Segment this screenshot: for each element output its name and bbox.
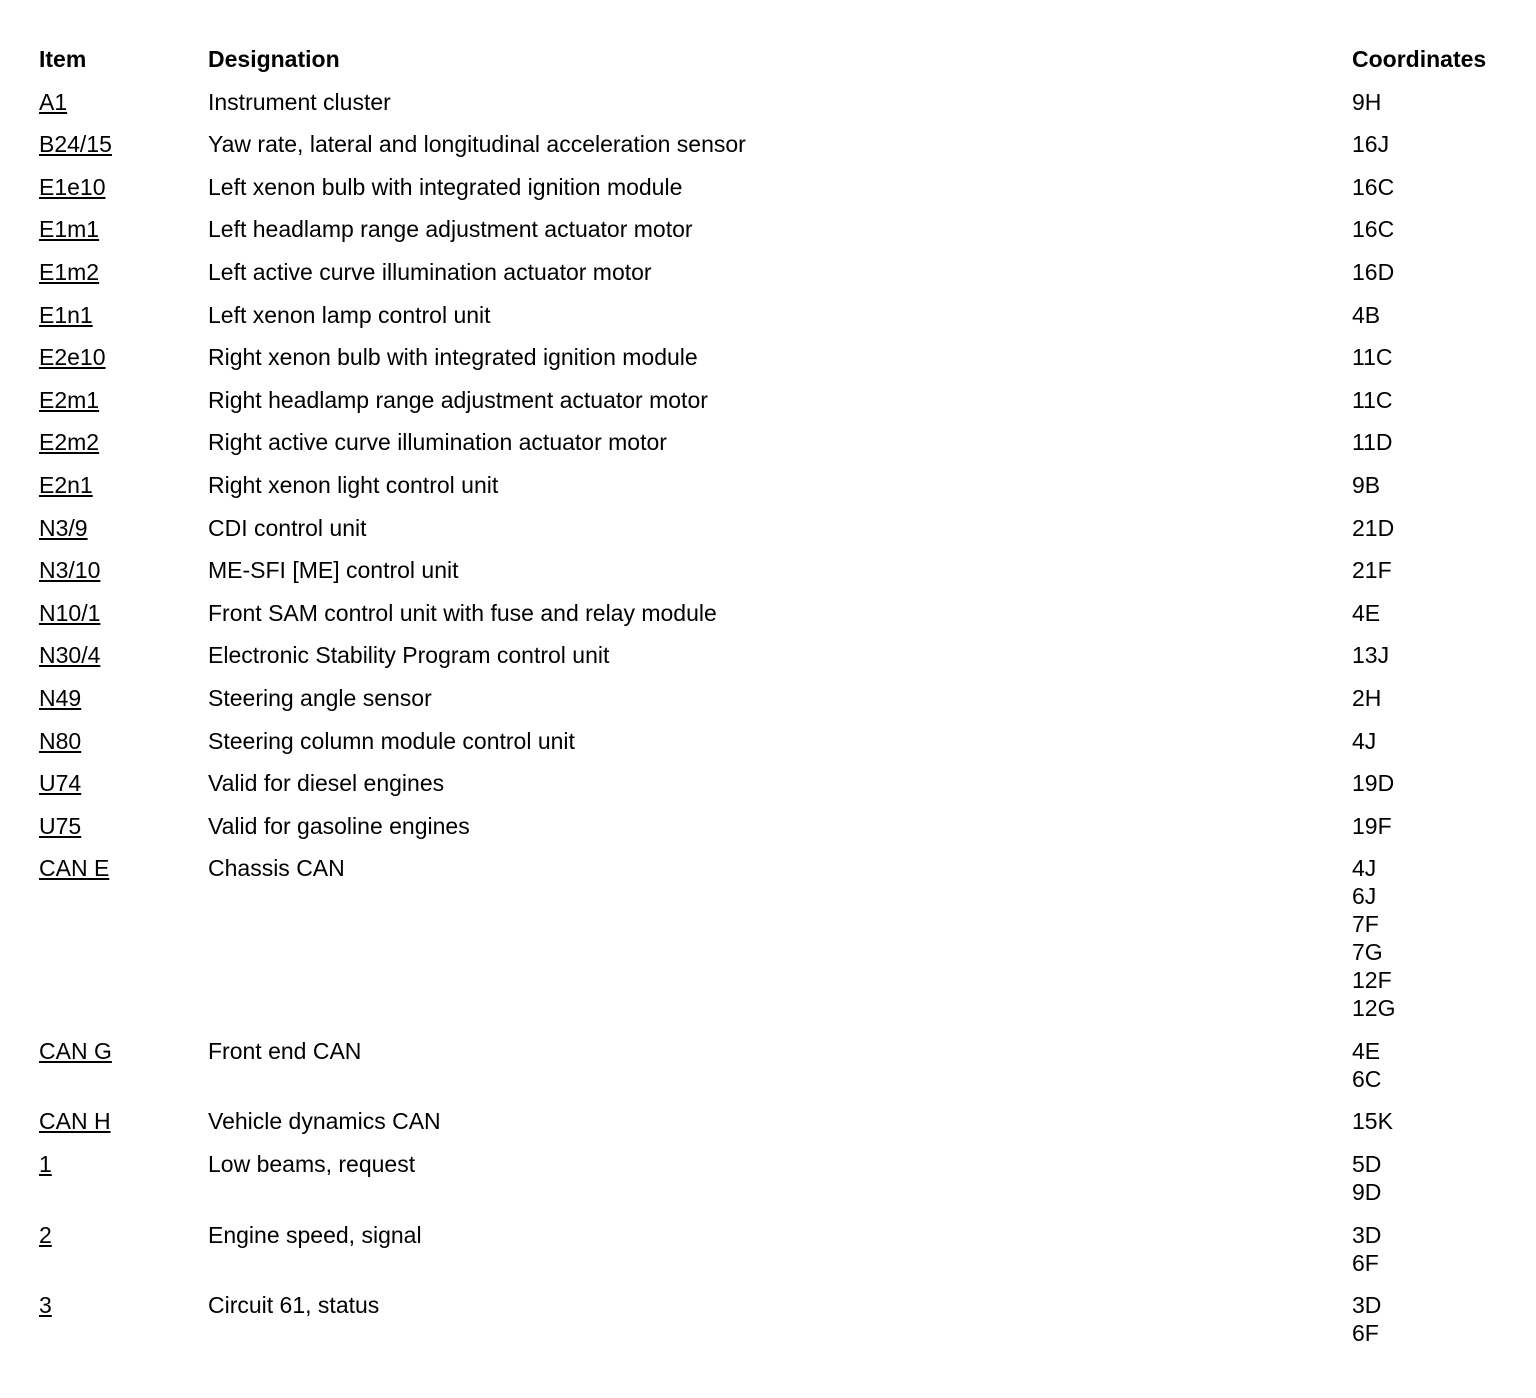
designation-cell: Chassis CAN: [208, 855, 345, 882]
item-cell: [39, 556, 208, 584]
coordinate: 15K: [1352, 1108, 1393, 1135]
item-link[interactable]: E1m1: [39, 216, 100, 243]
designation-cell: Front SAM control unit with fuse and relay module: [208, 599, 717, 626]
table-row: [39, 812, 1519, 855]
coordinate: 19F: [1352, 812, 1392, 839]
item-link[interactable]: CAN H: [39, 1108, 111, 1135]
item-link[interactable]: N3/10: [39, 557, 101, 584]
coordinate: 21F: [1352, 557, 1392, 584]
coordinate: 16C: [1352, 216, 1395, 243]
coordinate: 9B: [1352, 471, 1381, 498]
coordinate: 16D: [1352, 258, 1395, 285]
coordinate: 19D: [1352, 770, 1395, 797]
designation-cell: Left headlamp range adjustment actuator motor: [208, 216, 693, 243]
header-designation: Designation: [208, 46, 340, 72]
designation-cell: Circuit 61, status: [208, 1292, 380, 1319]
item-link[interactable]: U75: [39, 812, 82, 839]
item-cell: [39, 130, 208, 158]
designation-cell: Left active curve illumination actuator motor: [208, 258, 652, 285]
item-cell: [39, 599, 208, 627]
coordinate: 3D: [1352, 1221, 1382, 1248]
coordinate: 13J: [1352, 642, 1390, 669]
table-row: [39, 854, 1519, 1037]
table-row: [39, 556, 1519, 599]
item-link[interactable]: 2: [39, 1221, 52, 1248]
coordinates-cell: [1352, 727, 1519, 755]
table-row: [39, 727, 1519, 770]
coordinate: 9D: [1352, 1179, 1382, 1206]
item-cell: [39, 684, 208, 712]
table-header: [39, 45, 1519, 88]
coordinates-cell: [1352, 854, 1519, 1022]
coordinate: 7G: [1352, 939, 1383, 966]
item-link[interactable]: E2m1: [39, 386, 100, 413]
item-link[interactable]: N30/4: [39, 642, 101, 669]
coordinate: 16C: [1352, 173, 1395, 200]
item-cell: [39, 88, 208, 116]
coordinates-cell: [1352, 471, 1519, 499]
designation-cell: CDI control unit: [208, 514, 367, 541]
coordinate: 11D: [1352, 429, 1393, 456]
coordinate: 4J: [1352, 855, 1377, 882]
designation-cell: Low beams, request: [208, 1151, 416, 1178]
coordinates-cell: [1352, 215, 1519, 243]
coordinate: 5D: [1352, 1151, 1382, 1178]
item-cell: [39, 215, 208, 243]
coordinate: 21D: [1352, 514, 1395, 541]
item-link[interactable]: E1m2: [39, 258, 100, 285]
table-row: [39, 301, 1519, 344]
coordinates-cell: [1352, 556, 1519, 584]
item-link[interactable]: E2n1: [39, 471, 93, 498]
coordinates-cell: [1352, 130, 1519, 158]
item-cell: [39, 727, 208, 755]
item-cell: [39, 854, 208, 1022]
coordinate: 7F: [1352, 911, 1379, 938]
table-row: [39, 599, 1519, 642]
coordinates-cell: [1352, 1221, 1519, 1277]
coordinate: 6F: [1352, 1320, 1379, 1347]
designation-cell: Left xenon bulb with integrated ignition module: [208, 173, 683, 200]
designation-cell: Electronic Stability Program control unit: [208, 642, 610, 669]
legend-table: [39, 45, 1519, 1362]
coordinates-cell: [1352, 641, 1519, 669]
item-cell: [39, 812, 208, 840]
designation-cell: Yaw rate, lateral and longitudinal acceleration sensor: [208, 131, 746, 158]
table-row: [39, 173, 1519, 216]
coordinates-cell: [1352, 173, 1519, 201]
item-link[interactable]: B24/15: [39, 131, 112, 158]
table-row: [39, 514, 1519, 557]
coordinate: 4E: [1352, 599, 1381, 626]
coordinate: 16J: [1352, 131, 1390, 158]
table-row: [39, 1291, 1519, 1362]
item-link[interactable]: A1: [39, 88, 68, 115]
coordinates-cell: [1352, 769, 1519, 797]
coordinates-cell: [1352, 428, 1519, 456]
header-coordinates: Coordinates: [1352, 46, 1487, 72]
designation-cell: Right headlamp range adjustment actuator motor: [208, 386, 708, 413]
item-cell: [39, 386, 208, 414]
item-cell: [39, 1150, 208, 1206]
coordinates-cell: [1352, 1037, 1519, 1093]
coordinate: 6C: [1352, 1065, 1382, 1092]
coordinate: 3D: [1352, 1292, 1382, 1319]
table-row: [39, 769, 1519, 812]
coordinates-cell: [1352, 514, 1519, 542]
designation-cell: ME-SFI [ME] control unit: [208, 557, 459, 584]
table-row: [39, 471, 1519, 514]
coordinate: 4E: [1352, 1037, 1381, 1064]
item-cell: [39, 428, 208, 456]
table-row: [39, 1107, 1519, 1150]
designation-cell: Engine speed, signal: [208, 1221, 422, 1248]
item-cell: [39, 301, 208, 329]
coordinate: 12G: [1352, 995, 1396, 1022]
item-cell: [39, 1221, 208, 1277]
table-row: [39, 215, 1519, 258]
item-link[interactable]: N10/1: [39, 599, 101, 626]
designation-cell: Right xenon light control unit: [208, 471, 499, 498]
item-cell: [39, 1107, 208, 1135]
item-cell: [39, 641, 208, 669]
header-item: Item: [39, 46, 87, 72]
item-link[interactable]: N49: [39, 684, 82, 711]
table-row: [39, 88, 1519, 131]
coordinate: 6J: [1352, 883, 1377, 910]
item-link[interactable]: E2m2: [39, 429, 100, 456]
item-cell: [39, 1037, 208, 1093]
table-row: [39, 1221, 1519, 1292]
coordinate: 4B: [1352, 301, 1381, 328]
coordinate: 6F: [1352, 1249, 1379, 1276]
item-link[interactable]: 3: [39, 1292, 52, 1319]
coordinate: 4J: [1352, 727, 1377, 754]
table-row: [39, 258, 1519, 301]
table-row: [39, 130, 1519, 173]
item-link[interactable]: N3/9: [39, 514, 88, 541]
coordinates-cell: [1352, 343, 1519, 371]
coordinate: 12F: [1352, 967, 1392, 994]
designation-cell: Vehicle dynamics CAN: [208, 1108, 441, 1135]
coordinates-cell: [1352, 599, 1519, 627]
item-link[interactable]: E1n1: [39, 301, 93, 328]
table-row: [39, 386, 1519, 429]
coordinate: 11C: [1352, 344, 1393, 371]
coordinates-cell: [1352, 1107, 1519, 1135]
item-link[interactable]: E1e10: [39, 173, 106, 200]
designation-cell: Right xenon bulb with integrated ignition module: [208, 344, 698, 371]
coordinates-cell: [1352, 684, 1519, 712]
designation-cell: Left xenon lamp control unit: [208, 301, 491, 328]
designation-cell: Front end CAN: [208, 1037, 362, 1064]
coordinates-cell: [1352, 386, 1519, 414]
item-cell: [39, 471, 208, 499]
item-cell: [39, 514, 208, 542]
coordinate: 2H: [1352, 684, 1382, 711]
item-link[interactable]: N80: [39, 727, 82, 754]
designation-cell: Valid for gasoline engines: [208, 812, 470, 839]
item-cell: [39, 343, 208, 371]
table-row: [39, 428, 1519, 471]
table-row: [39, 641, 1519, 684]
table-row: [39, 1037, 1519, 1108]
table-row: [39, 343, 1519, 386]
coordinates-cell: [1352, 1291, 1519, 1347]
coordinates-cell: [1352, 1150, 1519, 1206]
table-row: [39, 684, 1519, 727]
table-row: [39, 1150, 1519, 1221]
item-link[interactable]: U74: [39, 770, 82, 797]
designation-cell: Valid for diesel engines: [208, 770, 445, 797]
item-cell: [39, 769, 208, 797]
coordinates-cell: [1352, 812, 1519, 840]
item-cell: [39, 173, 208, 201]
designation-cell: Instrument cluster: [208, 88, 391, 115]
item-link[interactable]: CAN G: [39, 1037, 112, 1064]
coordinates-cell: [1352, 88, 1519, 116]
coordinates-cell: [1352, 301, 1519, 329]
coordinate: 9H: [1352, 88, 1382, 115]
designation-cell: Steering column module control unit: [208, 727, 575, 754]
item-link[interactable]: 1: [39, 1151, 52, 1178]
item-cell: [39, 258, 208, 286]
coordinates-cell: [1352, 258, 1519, 286]
coordinate: 11C: [1352, 386, 1393, 413]
designation-cell: Right active curve illumination actuator motor: [208, 429, 667, 456]
designation-cell: Steering angle sensor: [208, 684, 432, 711]
item-link[interactable]: E2e10: [39, 344, 106, 371]
item-cell: [39, 1291, 208, 1347]
item-link[interactable]: CAN E: [39, 855, 110, 882]
